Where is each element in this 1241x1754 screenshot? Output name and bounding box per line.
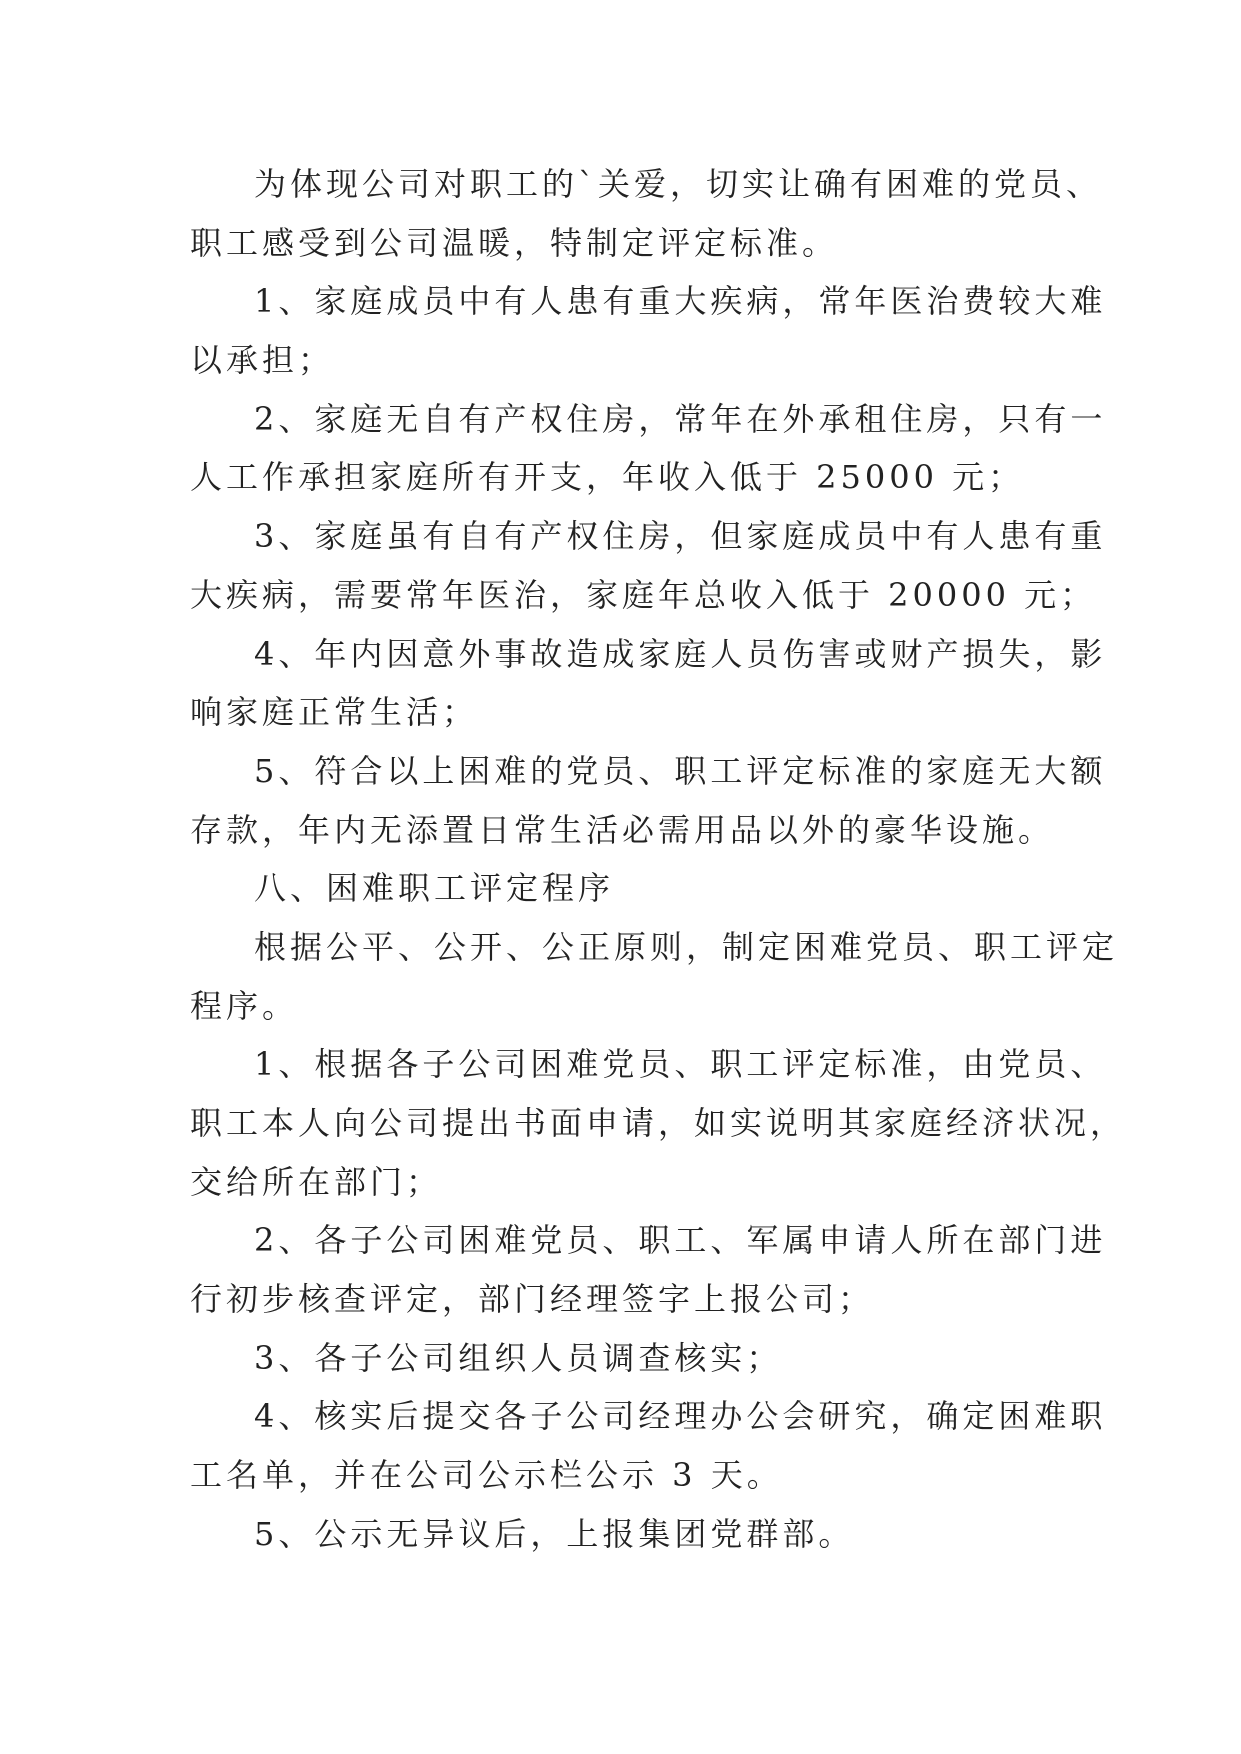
text-line: 3、家庭虽有自有产权住房，但家庭成员中有人患有重: [254, 517, 1107, 556]
paragraph-procedure-intro: [190, 918, 1119, 1035]
text-line: 2、家庭无自有产权住房，常年在外承租住房，只有一: [254, 399, 1107, 438]
paragraph-intro: [190, 155, 1103, 272]
document-body: [190, 155, 1127, 1564]
paragraph-step-4: [190, 1387, 1107, 1504]
text-line: 人工作承担家庭所有开支，年收入低于 25000 元；: [190, 458, 1025, 497]
text-line: 4、核实后提交各子公司经理办公会研究，确定困难职: [254, 1397, 1107, 1436]
text-line: 职工感受到公司温暖，特制定评定标准。: [190, 223, 839, 262]
text-line: 大疾病，需要常年医治，家庭年总收入低于 20000 元；: [190, 575, 1097, 614]
paragraph-step-1: [190, 1035, 1127, 1211]
text-line: 工名单，并在公司公示栏公示 3 天。: [190, 1456, 783, 1495]
text-line: 八、困难职工评定程序: [254, 869, 615, 908]
text-line: 行初步核查评定，部门经理签字上报公司；: [190, 1280, 875, 1319]
text-line: 1、根据各子公司困难党员、职工评定标准，由党员、: [254, 1045, 1107, 1084]
paragraph-step-5: [190, 1505, 1052, 1564]
text-line: 程序。: [190, 986, 299, 1025]
paragraph-step-2: [190, 1211, 1107, 1328]
paragraph-criterion-3: [190, 507, 1107, 624]
text-line: 职工本人向公司提出书面申请，如实说明其家庭经济状况，: [190, 1104, 1127, 1142]
text-line: 5、公示无异议后，上报集团党群部。: [254, 1514, 855, 1553]
paragraph-criterion-1: [190, 272, 1107, 389]
text-line: 为体现公司对职工的`关爱，切实让确有困难的党员、: [254, 165, 1103, 203]
text-line: 2、各子公司困难党员、职工、军属申请人所在部门进: [254, 1221, 1107, 1260]
text-line: 3、各子公司组织人员调查核实；: [254, 1338, 783, 1377]
section-heading: [190, 859, 1052, 918]
text-line: 交给所在部门；: [190, 1162, 443, 1201]
paragraph-criterion-4: [190, 625, 1107, 742]
paragraph-step-3: [190, 1329, 1052, 1388]
text-line: 根据公平、公开、公正原则，制定困难党员、职工评定: [254, 927, 1119, 966]
text-line: 响家庭正常生活；: [190, 693, 479, 732]
text-line: 4、年内因意外事故造成家庭人员伤害或财产损失，影: [254, 634, 1107, 673]
text-line: 存款，年内无添置日常生活必需用品以外的豪华设施。: [190, 810, 1055, 849]
text-line: 1、家庭成员中有人患有重大疾病，常年医治费较大难: [254, 282, 1107, 321]
paragraph-criterion-2: [190, 390, 1107, 507]
paragraph-criterion-5: [190, 742, 1107, 859]
text-line: 5、符合以上困难的党员、职工评定标准的家庭无大额: [254, 751, 1107, 790]
text-line: 以承担；: [190, 341, 335, 380]
